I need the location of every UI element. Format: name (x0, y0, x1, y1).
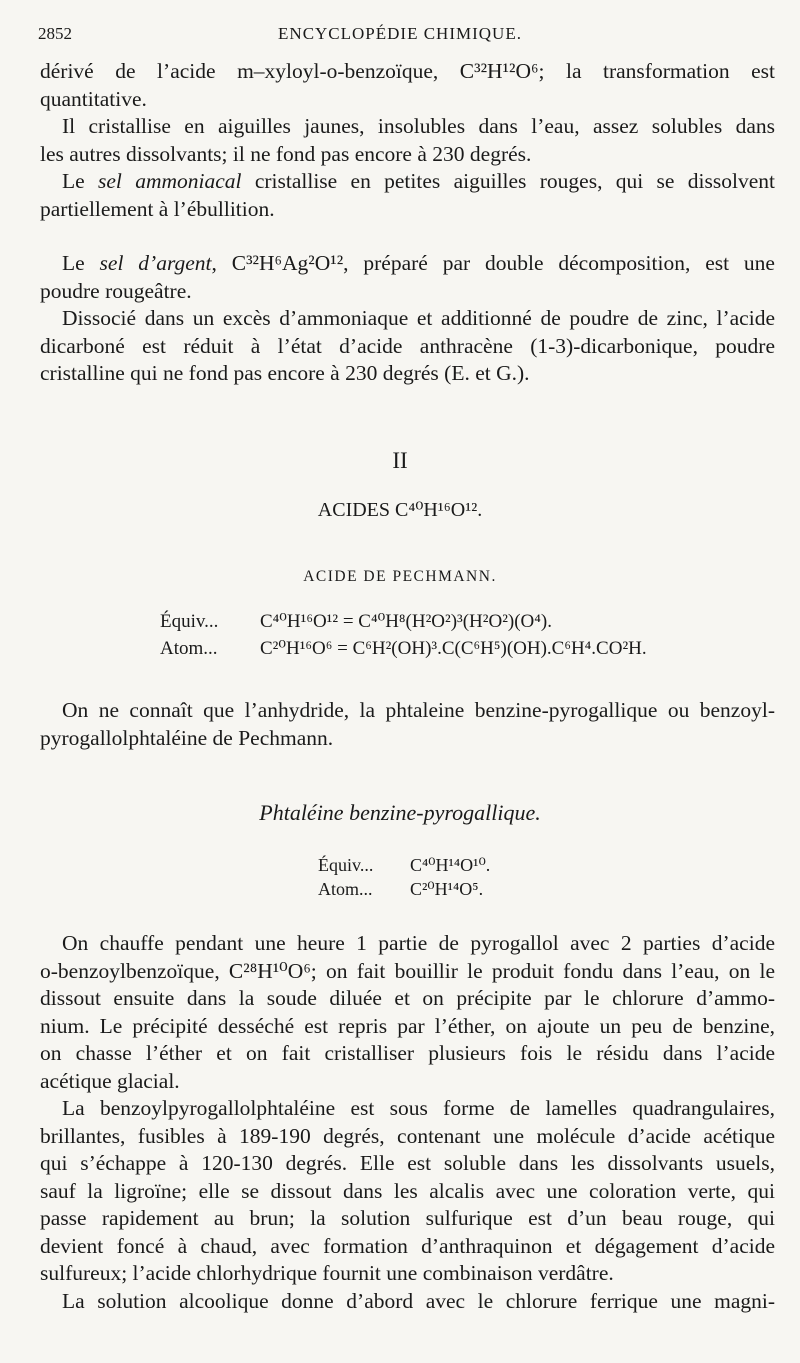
paragraph-sel-ammoniacal (40, 168, 775, 223)
formula-value: C⁴⁰H¹⁶O¹² = C⁴⁰H⁸(H²O²)³(H²O²)(O⁴). (260, 611, 552, 632)
formula-value: C⁴⁰H¹⁴O¹⁰. (410, 855, 491, 875)
italic-term: sel d’argent (99, 251, 212, 275)
paragraph-preparation (40, 930, 775, 1315)
text-line: quantitative. (40, 86, 147, 111)
text-line: passe rapidement au brun; la solution sulfurique est d’un beau rouge, qui (40, 1206, 775, 1230)
text-line: sauf la ligroïne; elle se dissout dans les alcalis avec une coloration verte, qui (40, 1178, 775, 1203)
text-line: pyrogallolphtaléine de Pechmann. (40, 725, 334, 750)
text-line: poudre rougeâtre. (40, 278, 192, 303)
paragraph-anhydride (40, 697, 775, 752)
formula-pechmann (160, 608, 647, 662)
formula-row-equiv (160, 608, 647, 635)
italic-term: sel ammoniacal (98, 169, 242, 193)
text-line: Dissocié dans un excès d’ammoniaque et additionné de poudre de zinc, l’acide (62, 306, 775, 330)
text-line: acétique glacial. (40, 1068, 180, 1093)
text-line: On chauffe pendant une heure 1 partie de pyrogallol avec 2 parties d’acide (62, 931, 775, 955)
page-number: 2852 (38, 24, 72, 43)
text-line: sulfureux; l’acide chlorhydrique fournit une combinaison verdâtre. (40, 1261, 614, 1285)
page-header (38, 24, 762, 50)
formula-phtaleine (318, 853, 490, 901)
formula-row-atom (160, 635, 647, 662)
formula-value: C²⁰H¹⁴O⁵. (410, 879, 484, 899)
text-line: qui s’échappe à 120-130 degrés. Elle est soluble dans les dissolvants usuels, (40, 1151, 775, 1175)
section-number: II (392, 448, 408, 473)
paragraph-sel-argent (40, 250, 775, 388)
running-title: ENCYCLOPÉDIE CHIMIQUE. (278, 24, 522, 43)
formula-row-equiv (318, 853, 490, 877)
section-heading: ACIDES C⁴⁰H¹⁶O¹². (317, 499, 483, 521)
text-line: cristalline qui ne fond pas encore à 230 degrés (E. et G.). (40, 361, 530, 385)
text-line: dicarboné est réduit à l’état d’acide anthracène (1-3)-dicarbonique, poudre (40, 333, 775, 358)
text-line: brillantes, fusibles à 189-190 degrés, contenant une molécule d’acide acétique (40, 1123, 775, 1148)
formula-label: Atom... (160, 638, 218, 659)
formula-row-atom (318, 877, 490, 901)
sub-heading: ACIDE DE PECHMANN. (303, 568, 497, 585)
text-fragment: Le (62, 251, 100, 275)
compound-title: Phtaléine benzine-pyrogallique. (259, 800, 541, 825)
text-line (40, 168, 775, 196)
text-line: nium. Le précipité desséché est repris par l’éther, on ajoute un peu de benzine, (40, 1013, 775, 1038)
formula-label: Équiv... (318, 855, 374, 875)
text-line: On ne connaît que l’anhydride, la phtaleine benzine-pyrogallique ou benzoyl- (62, 698, 775, 722)
paragraph-derive (40, 58, 775, 168)
text-line: dérivé de l’acide m–xyloyl-o-benzoïque, C³²H¹²O⁶; la transformation est (40, 59, 775, 83)
text-line: dissout ensuite dans la soude diluée et on précipite par le chlorure d’ammo- (40, 986, 775, 1010)
text-line: La benzoylpyrogallolphtaléine est sous forme de lamelles quadrangulaires, (62, 1096, 775, 1120)
text-line: o-benzoylbenzoïque, C²⁸H¹⁰O⁶; on fait bouillir le produit fondu dans l’eau, on le (40, 958, 775, 983)
text-fragment: , C³²H⁶Ag²O¹², préparé par double décomposition, est une (211, 251, 775, 275)
text-fragment: Le (62, 169, 98, 193)
text-line (40, 250, 775, 278)
text-line: La solution alcoolique donne d’abord avec le chlorure ferrique une magni- (62, 1288, 775, 1313)
text-line: les autres dissolvants; il ne fond pas encore à 230 degrés. (40, 141, 532, 166)
text-line: Il cristallise en aiguilles jaunes, insolubles dans l’eau, assez solubles dans (62, 114, 775, 138)
text-line: devient foncé à chaud, avec formation d’anthraquinon et dégagement d’acide (40, 1233, 775, 1258)
formula-label: Atom... (318, 879, 373, 899)
text-fragment: cristallise en petites aiguilles rouges, qui se dissolvent (241, 169, 775, 193)
formula-value: C²⁰H¹⁶O⁶ = C⁶H²(OH)³.C(C⁶H⁵)(OH).C⁶H⁴.CO²H. (260, 638, 647, 659)
formula-label: Équiv... (160, 611, 219, 632)
text-line: partiellement à l’ébullition. (40, 196, 275, 221)
text-line: on chasse l’éther et on fait cristalliser plusieurs fois le résidu dans l’acide (40, 1041, 775, 1065)
